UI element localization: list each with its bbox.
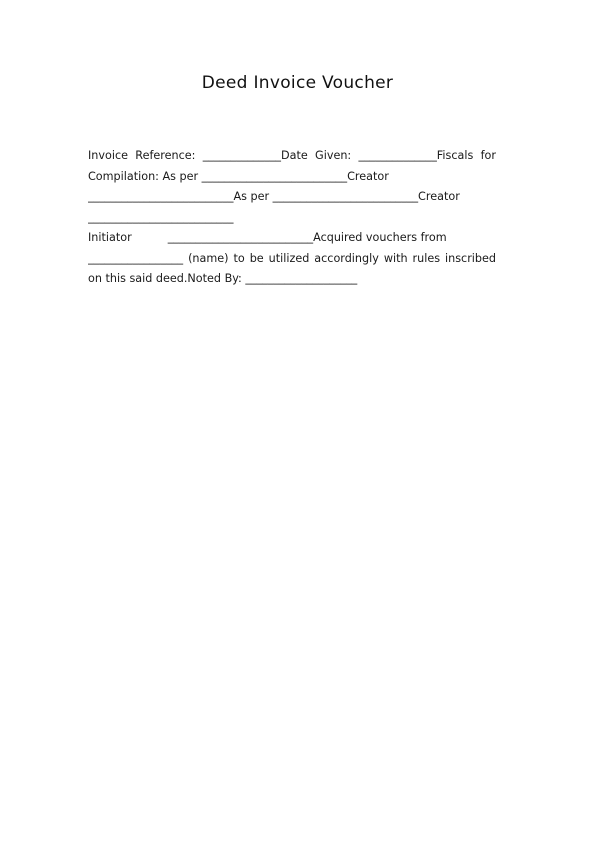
body-line-initiator xyxy=(88,228,496,249)
body-line-noted-by: on this said deed.Noted By: ____________________ xyxy=(88,272,358,285)
body-line-compilation: Compilation: As per __________________________Creator xyxy=(88,169,389,183)
body-line-as-per: __________________________As per __________________________Creator xyxy=(88,190,460,203)
body-line-invoice-reference: Invoice Reference: ______________Date Given: ______________Fiscals for xyxy=(88,149,496,162)
initiator-rest: __________________________Acquired vouchers from xyxy=(167,231,447,244)
body-line-name: _________________ (name) to be utilized accordingly with rules inscribed xyxy=(88,251,496,265)
body-line-creator-blank: __________________________ xyxy=(88,210,234,224)
initiator-label: Initiator xyxy=(88,231,132,244)
document-body xyxy=(88,146,496,290)
document-title: Deed Invoice Voucher xyxy=(201,73,394,93)
